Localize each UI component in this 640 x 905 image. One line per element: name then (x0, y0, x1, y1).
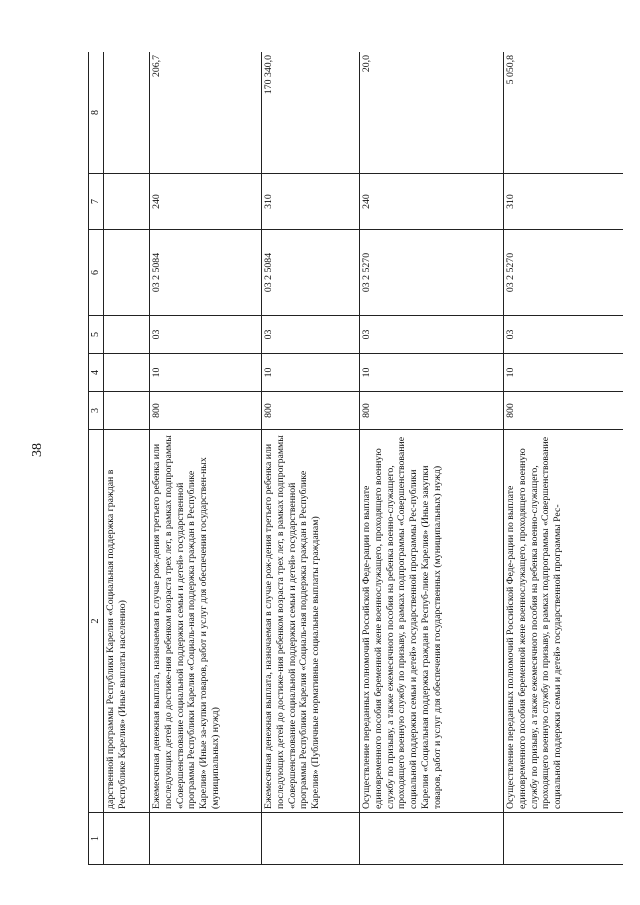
expense-type-cell: 240 (360, 174, 504, 230)
description-cell: Осуществление переданных полномочий Российской Феде-рации по выплате единовременного пособия беременной жене военнослужащего, проходящего военную службу по призыву, а также ежемесячного пособия на ребенка военно-служащего, проходящего военную службу по призыву, в рамках подпрограммы «Совершенствование социальной поддержки семьи и детей» государственной программы Рес- (504, 430, 624, 813)
description-cell: Ежемесячная денежная выплата, назначаемая в случае рож-дения третьего ребенка или последующих детей до достиже-ния ребенком возраста трех лет, в рамках подпрограммы «Совершенствование социальной поддержки семьи и детей» государственной программы Республики Карелия «Социаль-ная поддержка граждан в Республике Карелия» (Иные за-купки товаров, работ и услуг для обеспечения государствен-ных (муниципальных) нужд) (150, 430, 262, 813)
row-number-cell (104, 813, 150, 865)
table-row (104, 52, 150, 865)
row-number-cell (504, 813, 624, 865)
budget-table-container (88, 52, 623, 865)
amount-cell: 206,7 (150, 52, 262, 174)
expense-type-cell: 310 (504, 174, 624, 230)
row-number-cell (150, 813, 262, 865)
target-article-cell: 03 2 5270 (504, 230, 624, 316)
column-header: 6 (89, 230, 104, 316)
subsection-cell: 03 (504, 316, 624, 354)
expense-type-cell: 310 (262, 174, 360, 230)
subsection-cell (104, 316, 150, 354)
target-article-cell: 03 2 5270 (360, 230, 504, 316)
section-cell: 10 (360, 354, 504, 392)
row-number-cell (360, 813, 504, 865)
page-number: 38 (30, 443, 45, 457)
expense-type-cell: 240 (150, 174, 262, 230)
description-cell: дарственной программы Республики Карелия «Социальная поддержка граждан в Республике Карелия» (Иные выплаты населению) (104, 430, 150, 813)
budget-table (88, 52, 623, 865)
column-header: 4 (89, 354, 104, 392)
column-header: 7 (89, 174, 104, 230)
column-header: 8 (89, 52, 104, 174)
admin-code-cell (104, 392, 150, 430)
admin-code-cell: 800 (262, 392, 360, 430)
section-cell: 10 (504, 354, 624, 392)
subsection-cell: 03 (360, 316, 504, 354)
section-cell: 10 (262, 354, 360, 392)
amount-cell (104, 52, 150, 174)
row-number-cell (262, 813, 360, 865)
admin-code-cell: 800 (360, 392, 504, 430)
target-article-cell: 03 2 5084 (262, 230, 360, 316)
column-header: 5 (89, 316, 104, 354)
subsection-cell: 03 (150, 316, 262, 354)
section-cell: 10 (150, 354, 262, 392)
column-header: 3 (89, 392, 104, 430)
table-row (262, 52, 360, 865)
table-row (504, 52, 624, 865)
table-row (150, 52, 262, 865)
table-row (360, 52, 504, 865)
header-row (89, 52, 104, 865)
description-cell: Осуществление переданных полномочий Российской Феде-рации по выплате единовременного пособия беременной жене военнослужащего, проходящего военную службу по призыву, а также ежемесячного пособия на ребенка военно-служащего, проходящего военную службу по призыву, в рамках подпрограммы «Совершенствование социальной поддержки семьи и детей» государственной программы Рес-публики Карелия «Социальная поддержка граждан в Респуб-лике Карелия» (Иные закупки товаров, работ и услуг для обеспечения государственных (муниципальных) нужд) (360, 430, 504, 813)
column-header: 1 (89, 813, 104, 865)
subsection-cell: 03 (262, 316, 360, 354)
amount-cell: 5 050,8 (504, 52, 624, 174)
section-cell (104, 354, 150, 392)
target-article-cell: 03 2 5084 (150, 230, 262, 316)
admin-code-cell: 800 (504, 392, 624, 430)
description-cell: Ежемесячная денежная выплата, назначаемая в случае рож-дения третьего ребенка или последующих детей до достиже-ния ребенком возраста трех лет, в рамках подпрограммы «Совершенствование социальной поддержки семьи и детей» государственной программы Республики Карелия «Социаль-ная поддержка граждан в Республике Карелия» (Публичные нормативные социальные выплаты гражданам) (262, 430, 360, 813)
target-article-cell (104, 230, 150, 316)
column-header: 2 (89, 430, 104, 813)
admin-code-cell: 800 (150, 392, 262, 430)
expense-type-cell (104, 174, 150, 230)
amount-cell: 20,0 (360, 52, 504, 174)
amount-cell: 170 340,0 (262, 52, 360, 174)
